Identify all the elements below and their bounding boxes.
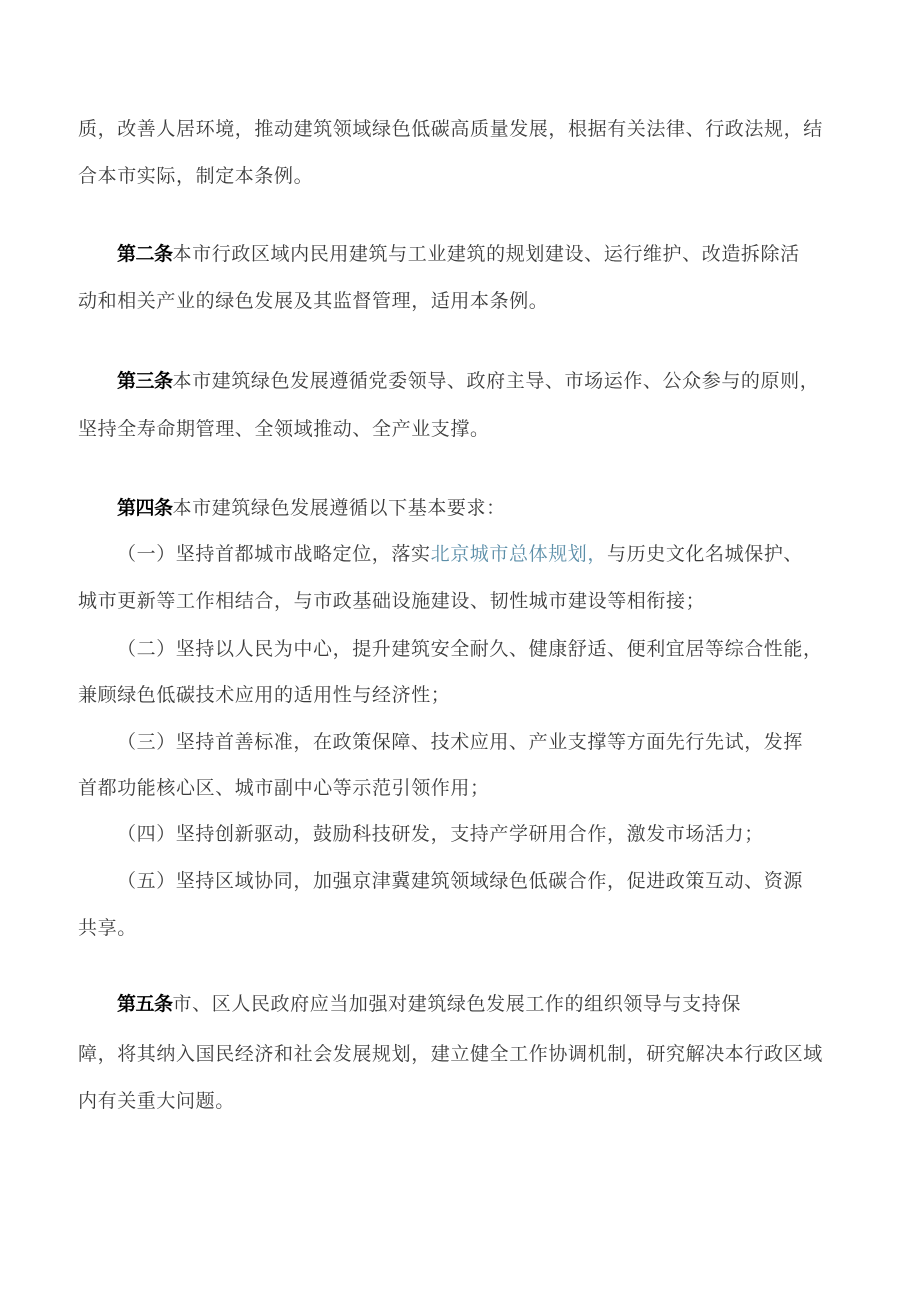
item-text: 与历史文化名城保护、 [607, 543, 804, 565]
article-intro: 本市建筑绿色发展遵循以下基本要求： [172, 497, 506, 519]
text-line: 合本市实际，制定本条例。 [78, 165, 314, 187]
text-line: 首都功能核心区、城市副中心等示范引领作用； [78, 777, 490, 799]
text-line: （二）坚持以人民为中心，提升建筑安全耐久、健康舒适、便利宜居等综合性能， [117, 638, 823, 660]
article-heading: 第三条 [117, 370, 173, 392]
text-line: 障，将其纳入国民经济和社会发展规划，建立健全工作协调机制，研究解决本行政区域 [78, 1043, 823, 1065]
text-line [117, 992, 887, 1016]
article-text: 本市行政区域内民用建筑与工业建筑的规划建设、运行维护、改造拆除活 [172, 243, 800, 265]
article-heading: 第五条 [117, 993, 173, 1015]
text-line: （四）坚持创新驱动，鼓励科技研发，支持产学研用合作，激发市场活力； [117, 823, 764, 845]
article-text: 市、区人民政府应当加强对建筑绿色发展工作的组织领导与支持保 [172, 993, 741, 1015]
text-line [117, 542, 887, 566]
text-line: 内有关重大问题。 [78, 1090, 235, 1112]
article-text: 本市建筑绿色发展遵循党委领导、政府主导、市场运作、公众参与的原则， [172, 370, 820, 392]
text-line [117, 496, 887, 520]
text-line [117, 242, 887, 266]
text-line: 城市更新等工作相结合，与市政基础设施建设、韧性城市建设等相衔接； [78, 590, 706, 612]
text-line: 共享。 [78, 917, 137, 939]
text-line: （五）坚持区域协同，加强京津冀建筑领域绿色低碳合作，促进政策互动、资源 [117, 870, 804, 892]
text-line: 兼顾绿色低碳技术应用的适用性与经济性； [78, 684, 451, 706]
plan-link[interactable]: 北京城市总体规划， [430, 543, 608, 565]
text-line [117, 369, 887, 393]
text-line: （三）坚持首善标准，在政策保障、技术应用、产业支撑等方面先行先试，发挥 [117, 731, 804, 753]
article-heading: 第二条 [117, 243, 173, 265]
text-line: 坚持全寿命期管理、全领域推动、全产业支撑。 [78, 418, 490, 440]
item-text: （一）坚持首都城市战略定位，落实 [117, 543, 431, 565]
article-heading: 第四条 [117, 497, 173, 519]
text-line: 动和相关产业的绿色发展及其监督管理，适用本条例。 [78, 290, 549, 312]
text-line: 质，改善人居环境，推动建筑领域绿色低碳高质量发展，根据有关法律、行政法规，结 [78, 118, 823, 140]
